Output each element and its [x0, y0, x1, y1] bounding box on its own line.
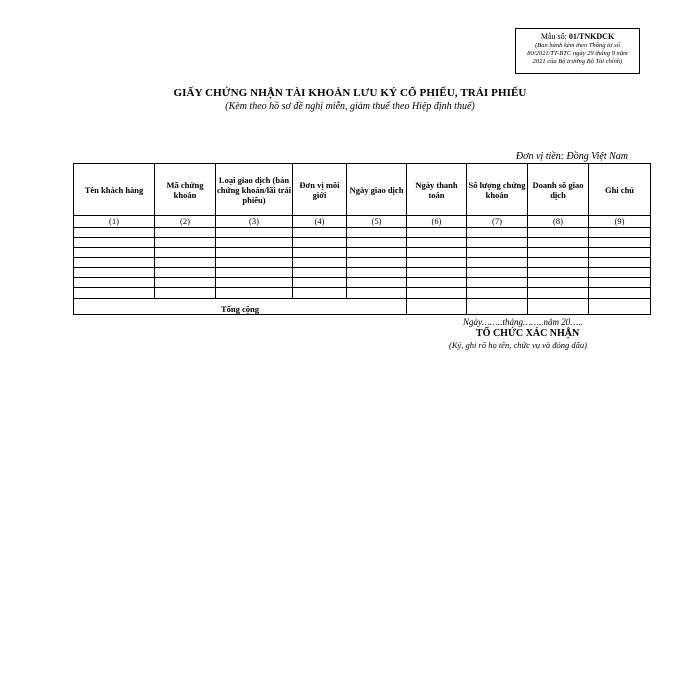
table-cell[interactable] [293, 258, 347, 268]
total-turnover[interactable] [528, 299, 589, 315]
total-notes[interactable] [589, 299, 651, 315]
table-cell[interactable] [74, 278, 155, 288]
table-cell[interactable] [155, 248, 216, 258]
table-cell[interactable] [216, 238, 293, 248]
table-cell[interactable] [528, 288, 589, 299]
table-cell[interactable] [347, 238, 407, 248]
table-cell[interactable] [293, 288, 347, 299]
table-cell[interactable] [407, 238, 467, 248]
table-cell[interactable] [74, 268, 155, 278]
header-quantity: Số lượng chứng khoán [467, 164, 528, 216]
table-cell[interactable] [589, 228, 651, 238]
form-note-line: (Ban hành kèm theo Thông tư số [535, 42, 620, 49]
form-note-line: 2021 của Bộ trưởng Bộ Tài chính) [532, 58, 623, 65]
column-number: (4) [293, 216, 347, 228]
table-cell[interactable] [528, 268, 589, 278]
form-legal-note [516, 42, 639, 66]
total-label: Tổng cộng [74, 299, 407, 315]
table-cell[interactable] [467, 278, 528, 288]
form-number-box [515, 28, 640, 74]
table-cell[interactable] [216, 228, 293, 238]
table-cell[interactable] [467, 268, 528, 278]
form-note-line: 80/2021/TT-BTC ngày 29 tháng 9 năm [527, 50, 628, 57]
table-cell[interactable] [589, 278, 651, 288]
table-cell[interactable] [467, 228, 528, 238]
signature-date-line: Ngày……..tháng……..năm 20….. [463, 317, 583, 327]
header-settlement-date: Ngày thanh toán [407, 164, 467, 216]
form-code-prefix: Mẫu số: [540, 32, 569, 41]
table-cell[interactable] [407, 258, 467, 268]
column-number: (8) [528, 216, 589, 228]
certificate-table [73, 163, 651, 315]
confirming-organization: TỔ CHỨC XÁC NHẬN [476, 328, 580, 339]
table-cell[interactable] [74, 238, 155, 248]
table-cell[interactable] [528, 238, 589, 248]
header-turnover: Doanh số giao dịch [528, 164, 589, 216]
total-row [74, 299, 651, 315]
table-cell[interactable] [589, 268, 651, 278]
table-cell[interactable] [589, 258, 651, 268]
table-cell[interactable] [293, 278, 347, 288]
table-cell[interactable] [293, 238, 347, 248]
table-cell[interactable] [155, 258, 216, 268]
table-cell[interactable] [155, 278, 216, 288]
table-cell[interactable] [74, 258, 155, 268]
table-cell[interactable] [528, 278, 589, 288]
document-title: GIẤY CHỨNG NHẬN TÀI KHOẢN LƯU KÝ CỔ PHIẾU, TRÁI PHIẾU [173, 87, 527, 99]
table-cell[interactable] [407, 268, 467, 278]
form-code: 01/TNKDCK [568, 32, 615, 41]
table-cell[interactable] [589, 248, 651, 258]
column-number: (5) [347, 216, 407, 228]
currency-unit: Đơn vị tiền: Đồng Việt Nam [515, 151, 628, 162]
table-cell[interactable] [293, 248, 347, 258]
table-cell[interactable] [216, 278, 293, 288]
table-row [74, 258, 651, 268]
header-security-code: Mã chứng khoán [155, 164, 216, 216]
header-trade-date: Ngày giao dịch [347, 164, 407, 216]
table-row [74, 228, 651, 238]
table-cell[interactable] [74, 248, 155, 258]
table-cell[interactable] [589, 238, 651, 248]
table-cell[interactable] [347, 288, 407, 299]
header-customer-name: Tên khách hàng [74, 164, 155, 216]
table-cell[interactable] [347, 258, 407, 268]
table-cell[interactable] [589, 288, 651, 299]
table-cell[interactable] [347, 268, 407, 278]
table-cell[interactable] [407, 278, 467, 288]
table-cell[interactable] [407, 248, 467, 258]
table-row [74, 248, 651, 258]
table-cell[interactable] [216, 268, 293, 278]
table-cell[interactable] [155, 268, 216, 278]
document-subtitle: (Kèm theo hồ sơ đề nghị miễn, giảm thuế theo Hiệp định thuế) [225, 101, 475, 112]
table-cell[interactable] [467, 288, 528, 299]
header-broker: Đơn vị môi giới [293, 164, 347, 216]
table-cell[interactable] [155, 228, 216, 238]
table-cell[interactable] [293, 228, 347, 238]
table-cell[interactable] [216, 248, 293, 258]
column-number-row [74, 216, 651, 228]
table-row [74, 278, 651, 288]
column-number: (6) [407, 216, 467, 228]
column-number: (1) [74, 216, 155, 228]
header-row [74, 164, 651, 216]
column-number: (7) [467, 216, 528, 228]
table-cell[interactable] [407, 228, 467, 238]
table-cell[interactable] [528, 248, 589, 258]
table-cell[interactable] [407, 288, 467, 299]
table-cell[interactable] [528, 258, 589, 268]
table-row [74, 238, 651, 248]
table-cell[interactable] [467, 248, 528, 258]
table-cell[interactable] [347, 278, 407, 288]
table-cell[interactable] [74, 228, 155, 238]
table-cell[interactable] [155, 288, 216, 299]
table-cell[interactable] [467, 258, 528, 268]
total-cell[interactable] [407, 299, 467, 315]
header-transaction-type: Loại giao dịch (bán chứng khoán/lãi trái phiếu) [216, 164, 293, 216]
column-number: (2) [155, 216, 216, 228]
table-cell[interactable] [74, 288, 155, 299]
signature-instruction: (Ký, ghi rõ họ tên, chức vụ và đóng dấu) [449, 340, 588, 350]
column-number: (9) [589, 216, 651, 228]
table-cell[interactable] [528, 228, 589, 238]
table-cell[interactable] [347, 248, 407, 258]
table-cell[interactable] [216, 288, 293, 299]
table-cell[interactable] [155, 238, 216, 248]
table-row [74, 268, 651, 278]
column-number: (3) [216, 216, 293, 228]
table-cell[interactable] [293, 268, 347, 278]
table-row [74, 288, 651, 299]
header-notes: Ghi chú [589, 164, 651, 216]
table-cell[interactable] [216, 258, 293, 268]
table-cell[interactable] [347, 228, 407, 238]
form-code-line [516, 32, 639, 42]
total-quantity[interactable] [467, 299, 528, 315]
table-cell[interactable] [467, 238, 528, 248]
